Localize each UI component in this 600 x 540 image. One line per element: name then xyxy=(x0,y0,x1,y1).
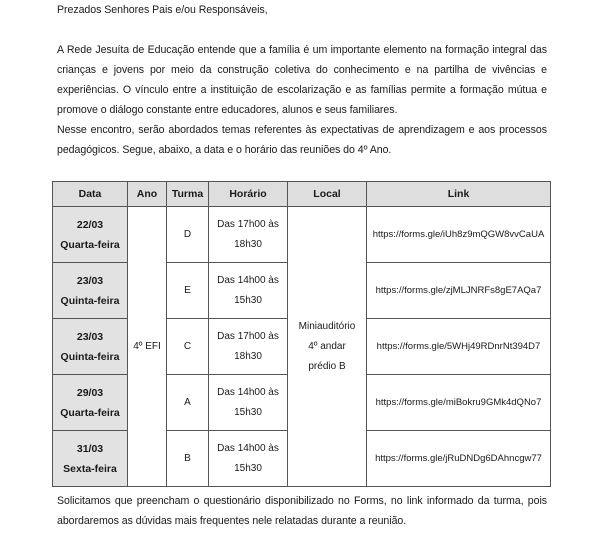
horario-cell xyxy=(209,263,288,319)
header-data: Data xyxy=(53,182,128,207)
form-link[interactable]: https://forms.gle/jRuDNDg6DAhncgw77 xyxy=(367,431,551,487)
local-line: prédio B xyxy=(308,360,346,372)
time-to: 15h30 xyxy=(234,406,262,418)
weekday: Quinta-feira xyxy=(60,350,120,363)
turma-cell: B xyxy=(167,431,209,487)
date: 23/03 xyxy=(76,330,104,343)
local-line: Miniauditório xyxy=(298,320,356,332)
time-to: 18h30 xyxy=(234,238,262,250)
time-to: 15h30 xyxy=(234,462,262,474)
date: 22/03 xyxy=(76,218,104,231)
intro-paragraph: A Rede Jesuíta de Educação entende que a família é um importante elemento na formação integral das crianças e jovens por meio da construção coletiva do conhecimento e na partilha de vivências e experiências. O vínculo entre a instituição de escolarização e as famílias permite a formação mútua e promove o diálogo constante entre educadores, alunos e seus familiares. xyxy=(57,44,547,116)
form-link[interactable]: https://forms.gle/miBokru9GMk4dQNo7 xyxy=(367,375,551,431)
date-cell xyxy=(53,319,128,375)
time-to: 15h30 xyxy=(234,294,262,306)
local-cell xyxy=(288,207,367,487)
turma-cell: C xyxy=(167,319,209,375)
turma-cell: E xyxy=(167,263,209,319)
form-link[interactable]: https://forms.gle/5WHj49RDnrNt394D7 xyxy=(367,319,551,375)
meeting-paragraph: Nesse encontro, serão abordados temas referentes às expectativas de aprendizagem e aos processos pedagógicos. Segue, abaixo, a data e o horário das reuniões do 4º Ano. xyxy=(57,124,547,156)
date-cell xyxy=(53,207,128,263)
greeting: Prezados Senhores Pais e/ou Responsáveis, xyxy=(57,4,268,16)
time-from: Das 14h00 às xyxy=(217,274,279,286)
form-link[interactable]: https://forms.gle/zjMLJNRFs8gE7AQa7 xyxy=(367,263,551,319)
weekday: Quarta-feira xyxy=(60,238,120,251)
time-from: Das 17h00 às xyxy=(217,330,279,342)
weekday: Quinta-feira xyxy=(60,294,120,307)
header-link: Link xyxy=(367,182,551,207)
table-header-row xyxy=(53,182,551,207)
time-to: 18h30 xyxy=(234,350,262,362)
horario-cell xyxy=(209,319,288,375)
local-line: 4º andar xyxy=(308,340,346,352)
form-link[interactable]: https://forms.gle/iUh8z9mQGW8vvCaUA xyxy=(367,207,551,263)
header-local: Local xyxy=(288,182,367,207)
date-cell xyxy=(53,431,128,487)
closing-paragraph: Solicitamos que preencham o questionário disponibilizado no Forms, no link informado da turma, pois abordaremos as dúvidas mais frequentes nele relatadas durante a reunião. xyxy=(57,495,547,527)
weekday: Sexta-feira xyxy=(63,462,117,475)
time-from: Das 14h00 às xyxy=(217,442,279,454)
date-cell xyxy=(53,375,128,431)
weekday: Quarta-feira xyxy=(60,406,120,419)
time-from: Das 14h00 às xyxy=(217,386,279,398)
header-turma: Turma xyxy=(167,182,209,207)
date: 29/03 xyxy=(76,386,104,399)
header-ano: Ano xyxy=(128,182,167,207)
date: 31/03 xyxy=(76,442,104,455)
horario-cell xyxy=(209,431,288,487)
time-from: Das 17h00 às xyxy=(217,218,279,230)
ano-cell: 4º EFI xyxy=(128,207,167,487)
table-row xyxy=(53,207,551,263)
horario-cell xyxy=(209,207,288,263)
horario-cell xyxy=(209,375,288,431)
header-horario: Horário xyxy=(209,182,288,207)
turma-cell: A xyxy=(167,375,209,431)
date: 23/03 xyxy=(76,274,104,287)
date-cell xyxy=(53,263,128,319)
schedule-table xyxy=(52,181,551,487)
turma-cell: D xyxy=(167,207,209,263)
